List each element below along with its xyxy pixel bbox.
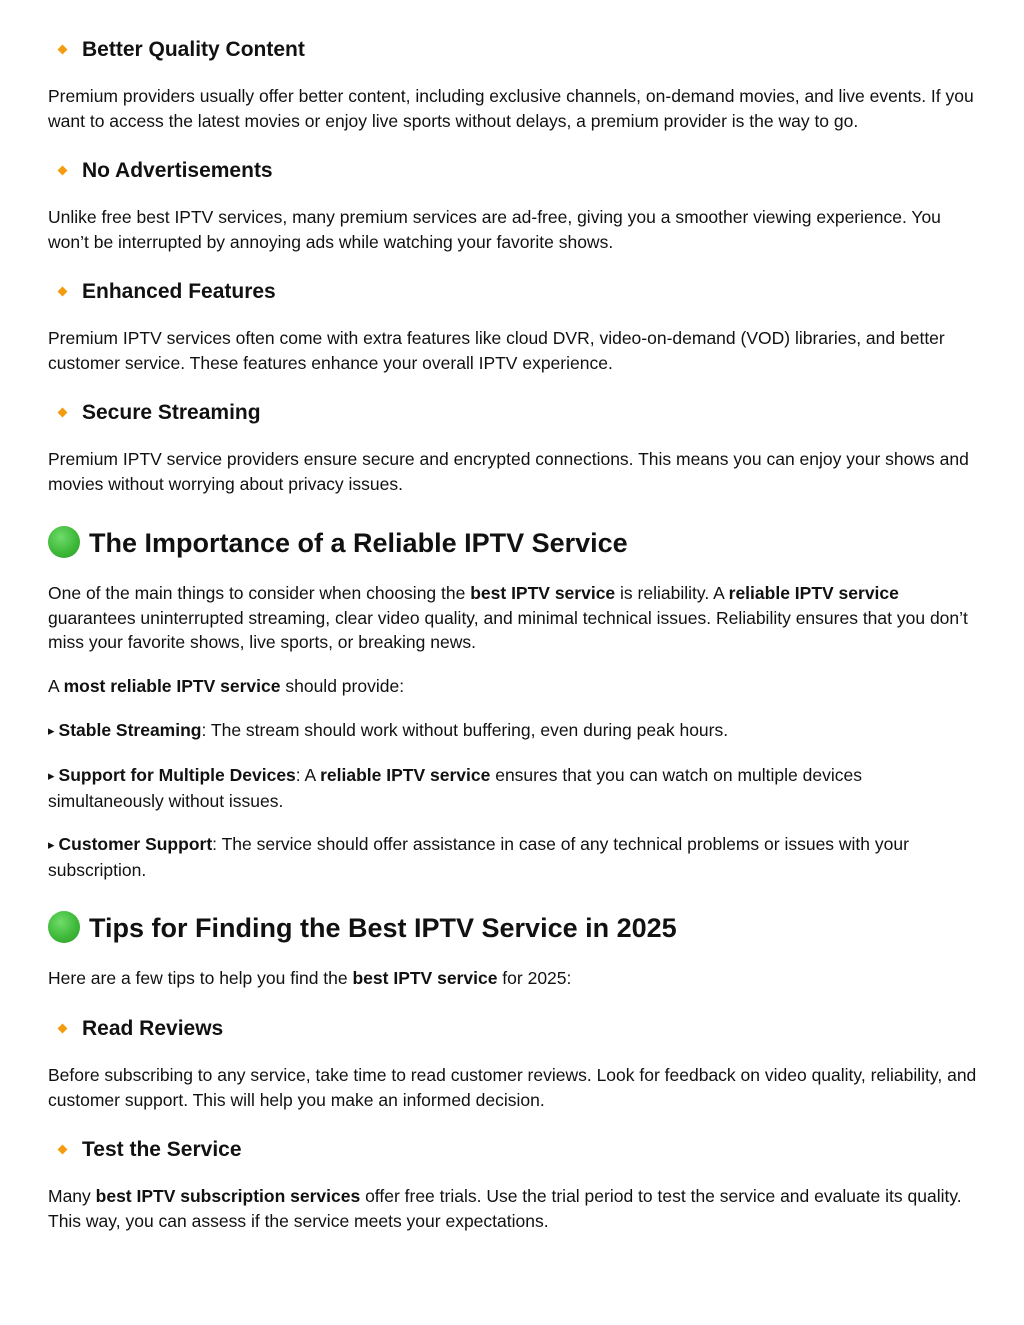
green-circle-icon bbox=[48, 526, 80, 558]
paragraph-secure-streaming: Premium IPTV service providers ensure secure and encrypted connections. This means you can enjoy your shows and movies without worrying about privacy issues. bbox=[48, 449, 969, 494]
orange-diamond-icon bbox=[58, 287, 68, 297]
orange-diamond-icon bbox=[58, 1145, 68, 1155]
paragraph-should-provide: A most reliable IPTV service should provide: bbox=[48, 676, 405, 696]
paragraph-tips-intro: Here are a few tips to help you find the best IPTV service for 2025: bbox=[48, 968, 572, 988]
green-circle-icon bbox=[48, 911, 80, 943]
list-item-customer-support: ▸ Customer Support: The service should offer assistance in case of any technical problems or issues with your subscription. bbox=[48, 834, 909, 880]
triangle-right-icon: ▸ bbox=[48, 768, 55, 783]
triangle-right-icon: ▸ bbox=[48, 723, 55, 738]
orange-diamond-icon bbox=[58, 1024, 68, 1034]
list-item-stable-streaming: ▸ Stable Streaming: The stream should work without buffering, even during peak hours. bbox=[48, 718, 978, 744]
triangle-right-icon: ▸ bbox=[48, 837, 55, 852]
paragraph-test-service: Many best IPTV subscription services offer free trials. Use the trial period to test the service and evaluate its quality. This way, you can assess if the service meets your expectations. bbox=[48, 1186, 962, 1231]
orange-diamond-icon bbox=[58, 45, 68, 55]
paragraph-importance: One of the main things to consider when choosing the best IPTV service is reliability. A reliable IPTV service guarantees uninterrupted streaming, clear video quality, and minimal technical issues. Reliability ensures that you don’t miss your favorite shows, live sports, or breaking news. bbox=[48, 583, 968, 652]
list-item-multiple-devices: ▸ Support for Multiple Devices: A reliable IPTV service ensures that you can watch on multiple devices simultaneously without issues. bbox=[48, 765, 862, 811]
paragraph-read-reviews: Before subscribing to any service, take time to read customer reviews. Look for feedback on video quality, reliability, and customer support. This will help you make an informed decision. bbox=[48, 1065, 977, 1110]
heading-importance: The Importance of a Reliable IPTV Service bbox=[48, 526, 628, 560]
paragraph-enhanced-features: Premium IPTV services often come with extra features like cloud DVR, video-on-demand (VOD) libraries, and better customer service. These features enhance your overall IPTV experience. bbox=[48, 328, 945, 373]
orange-diamond-icon bbox=[58, 408, 68, 418]
paragraph-no-ads: Unlike free best IPTV services, many premium services are ad-free, giving you a smoother viewing experience. You won’t be interrupted by annoying ads while watching your favorite shows. bbox=[48, 207, 941, 252]
orange-diamond-icon bbox=[58, 166, 68, 176]
paragraph-better-quality: Premium providers usually offer better content, including exclusive channels, on-demand movies, and live events. If you want to access the latest movies or enjoy live sports without delays, a premium provider is the way to go. bbox=[48, 86, 974, 131]
heading-tips: Tips for Finding the Best IPTV Service in 2025 bbox=[48, 911, 677, 945]
